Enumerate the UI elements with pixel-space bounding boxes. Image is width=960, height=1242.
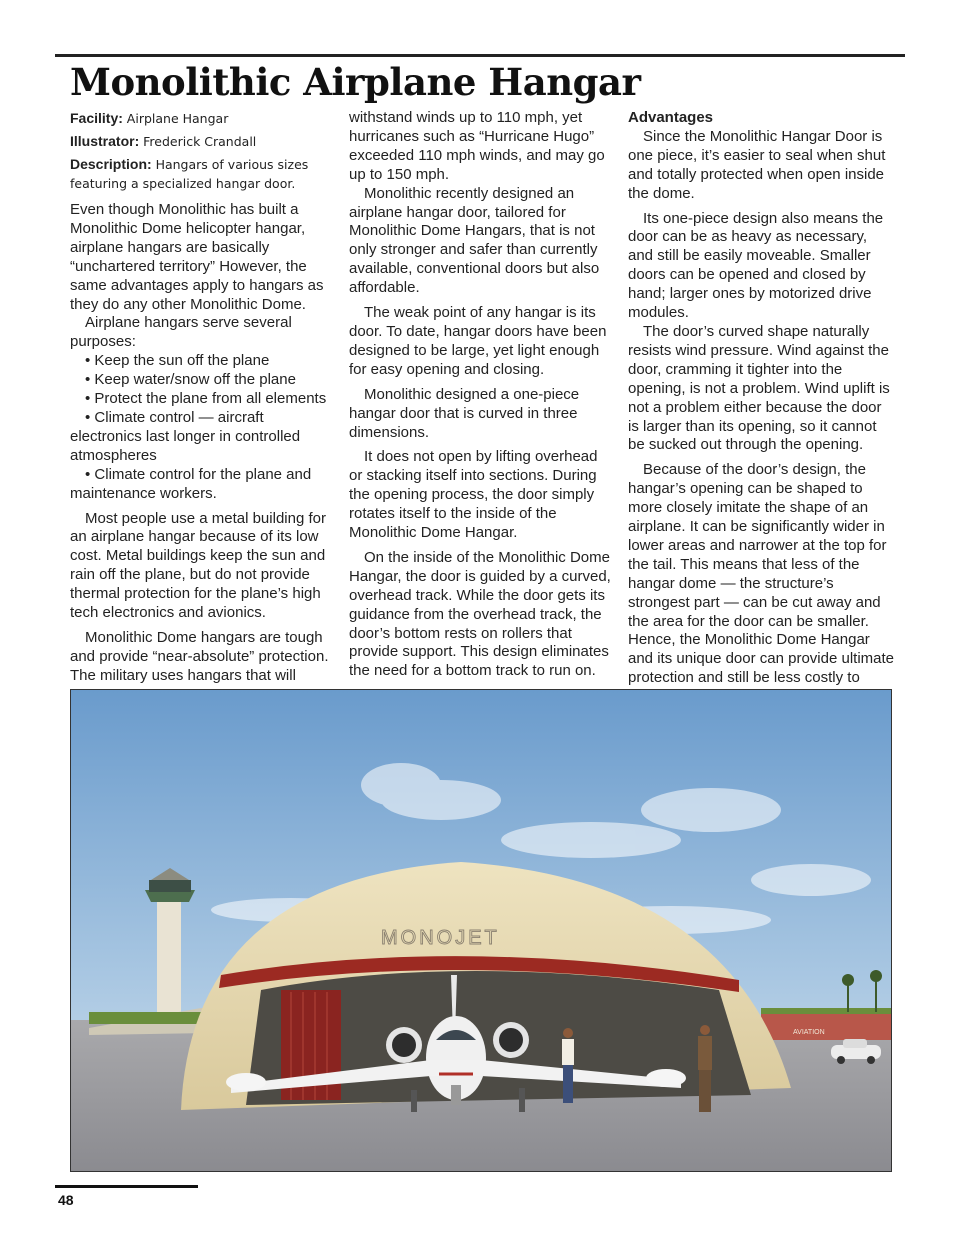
description-value: Hangars of various sizes featuring a specialized hangar door. <box>70 157 309 191</box>
hangar-painting <box>71 690 891 1171</box>
list-item: • Keep the sun off the plane <box>85 352 270 370</box>
facility-value: Airplane Hangar <box>126 111 229 126</box>
paragraph: Most people use a metal building for an airplane hangar because of its low cost. Metal buildings keep the sun and rain off the plane, but do not provide thermal protection for the plane’s high tech electronics and avionics. <box>70 509 326 622</box>
illustrator-label: Illustrator: <box>70 133 140 149</box>
page-title: Monolithic Airplane Hangar <box>70 60 641 104</box>
section-heading: Advantages <box>628 109 714 126</box>
paragraph: The door’s curved shape naturally resists wind pressure. Wind against the door, cramming it tighter into the opening, is not a problem. Wind uplift is not a problem either because the door is larger than its opening, so it cannot be sucked out through the opening. <box>628 322 890 454</box>
paragraph: Its one-piece design also means the door can be as heavy as necessary, and still be easily moveable. Smaller doors can be opened and closed by hand; larger ones by motorized drive modules. <box>628 209 884 322</box>
facility-line <box>70 109 332 128</box>
monojet-lettering: MONOJET <box>381 927 500 949</box>
paragraph: It does not open by lifting overhead or stacking itself into sections. During the opening process, the door simply rotates itself to the inside of the Monolithic Dome Hangar. <box>349 448 598 542</box>
aviation-sign: AVIATION <box>793 1029 825 1036</box>
paragraph: On the inside of the Monolithic Dome Hangar, the door is guided by a curved, overhead track. While the door gets its guidance from the overhead track, the door’s bottom rests on rollers that provide support. This design eliminates the need for a bottom track to run on. <box>349 548 611 680</box>
bottom-rule <box>55 1185 198 1188</box>
paragraph: Monolithic recently designed an airplane hangar door, tailored for Monolithic Dome Hangars, that is not only stronger and safer than currently available, conventional doors but also affordable. <box>349 184 600 297</box>
hangar-illustration <box>70 689 892 1172</box>
column-2 <box>349 109 611 681</box>
description-line <box>70 155 332 193</box>
paragraph: Even though Monolithic has built a Monolithic Dome helicopter hangar, airplane hangars are basically “unchartered territory” However, the same advantages apply to hangars as they do any other Monolithic Dome. <box>70 201 324 313</box>
page-number: 48 <box>58 1192 74 1208</box>
list-item: • Climate control for the plane and maintenance workers. <box>70 465 312 502</box>
paragraph: Monolithic Dome hangars are tough and provide “near-absolute” protection. The military uses hangars that will <box>70 628 329 684</box>
facility-label: Facility: <box>70 110 123 126</box>
column-1 <box>70 109 332 686</box>
paragraph: Airplane hangars serve several purposes: <box>70 314 292 351</box>
paragraph: Since the Monolithic Hangar Door is one piece, it’s easier to seal when shut and totally protected when open inside the dome. <box>628 127 886 202</box>
paragraph: The weak point of any hangar is its door. To date, hangar doors have been designed to be large, yet light enough for easy opening and closing. <box>349 304 607 378</box>
aviation-building <box>761 1010 891 1040</box>
list-item: • Protect the plane from all elements <box>85 390 327 408</box>
illustrator-value: Frederick Crandall <box>143 134 257 149</box>
person-right <box>698 1025 712 1112</box>
column-3 <box>628 109 894 707</box>
description-label: Description: <box>70 156 152 172</box>
list-item: • Climate control — aircraft electronics last longer in controlled atmospheres <box>70 408 301 464</box>
list-item: • Keep water/snow off the plane <box>85 371 296 389</box>
paragraph: Because of the door’s design, the hangar’s opening can be shaped to more closely imitate the shape of an airplane. It can be significantly wider in lower areas and narrower at the top for the tail. This means that less of the hangar dome — the structure’s strongest part — can be cut away and the area for the door can be smaller. Hence, the Monolithic Dome Hangar and its unique door can provide ultimate protection and still be less costly to <box>628 461 895 687</box>
illustrator-line <box>70 132 332 151</box>
paragraph: Monolithic designed a one-piece hangar door that is curved in three dimensions. <box>349 385 580 441</box>
paragraph: withstand winds up to 110 mph, yet hurricanes such as “Hurricane Hugo” exceeded 110 mph winds, and may go up to 150 mph. <box>349 109 605 183</box>
top-rule <box>55 54 905 57</box>
person-left <box>562 1028 574 1103</box>
